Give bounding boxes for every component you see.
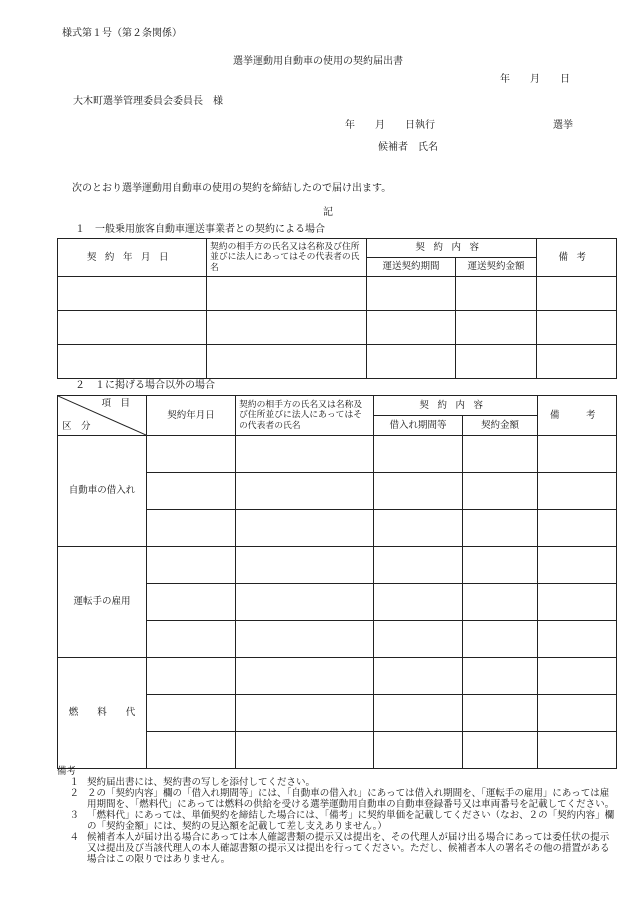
s2-cell[interactable] xyxy=(236,547,374,584)
s2-cell[interactable] xyxy=(236,621,374,658)
note-text: 候補者本人が届け出る場合にあっては本人確認書類の提示又は提出を、その代理人が届け出る場合にあっては委任状の提示又は提出及び当該代理人の本人確認書類の提示又は提出を行ってください。ただし、候補者本人の署名その他の措置がある場合はこの限りではありません。 xyxy=(87,832,610,866)
addressee: 大木町選挙管理委員会委員長 様 xyxy=(73,96,223,107)
s2-cell[interactable] xyxy=(463,510,538,547)
s2-cell[interactable] xyxy=(236,584,374,621)
note-text: 「燃料代」にあっては、単価契約を締結した場合には、「備考」に契約単価を記載してください（なお、２の「契約内容」欄の「契約金額」には、契約の見込額を記載して差し支えありません。） xyxy=(87,810,615,833)
s1-r1-period[interactable] xyxy=(367,277,456,311)
note-number: ４ xyxy=(69,832,79,844)
s1-col-content: 契約内容 xyxy=(367,239,537,258)
s2-cell[interactable] xyxy=(538,695,617,732)
s2-cell[interactable] xyxy=(374,510,463,547)
s2-cell[interactable] xyxy=(374,584,463,621)
election-date: 年 月 日執行 xyxy=(345,120,435,131)
s2-cell[interactable] xyxy=(147,510,236,547)
s1-col-amount: 運送契約金額 xyxy=(456,258,537,277)
s2-cell[interactable] xyxy=(374,547,463,584)
s2-cell[interactable] xyxy=(236,510,374,547)
note-item xyxy=(57,810,617,832)
s1-r2-period[interactable] xyxy=(367,311,456,345)
s2-category-fuel: 燃 料 代 xyxy=(58,658,147,769)
s2-cell[interactable] xyxy=(463,621,538,658)
s1-col-period: 運送契約期間 xyxy=(367,258,456,277)
s1-col-date: 契約年月日 xyxy=(58,239,207,277)
table-row xyxy=(58,345,617,379)
s2-cell[interactable] xyxy=(538,510,617,547)
s2-cell[interactable] xyxy=(374,658,463,695)
note-number: １ xyxy=(69,777,79,789)
s2-cell[interactable] xyxy=(463,695,538,732)
s2-cell[interactable] xyxy=(538,732,617,769)
s1-r1-remarks[interactable] xyxy=(537,277,617,311)
s1-r3-date[interactable] xyxy=(58,345,207,379)
s2-category-driver: 運転手の雇用 xyxy=(58,547,147,658)
s2-cell[interactable] xyxy=(538,621,617,658)
note-item xyxy=(57,832,617,865)
s1-col-remarks: 備考 xyxy=(537,239,617,277)
s2-col-remarks: 備 考 xyxy=(538,396,617,436)
s2-cell[interactable] xyxy=(374,732,463,769)
s2-cell[interactable] xyxy=(236,436,374,473)
s2-cell[interactable] xyxy=(374,436,463,473)
s2-cell[interactable] xyxy=(463,658,538,695)
s2-cell[interactable] xyxy=(463,547,538,584)
s1-r3-amount[interactable] xyxy=(456,345,537,379)
s2-col-amount: 契約金額 xyxy=(463,416,538,436)
ki-label: 記 xyxy=(323,207,333,218)
s1-r1-amount[interactable] xyxy=(456,277,537,311)
s1-col-party: 契約の相手方の氏名又は名称及び住所並びに法人にあってはその代表者の氏名 xyxy=(207,239,367,277)
s2-col-date: 契約年月日 xyxy=(147,396,236,436)
s2-cell[interactable] xyxy=(147,732,236,769)
s2-cell[interactable] xyxy=(147,584,236,621)
s2-col-period: 借入れ期間等 xyxy=(374,416,463,436)
s2-cell[interactable] xyxy=(463,473,538,510)
s2-cell[interactable] xyxy=(236,695,374,732)
s1-r3-period[interactable] xyxy=(367,345,456,379)
s2-cell[interactable] xyxy=(538,658,617,695)
candidate-name-label: 候補者 氏名 xyxy=(378,142,438,153)
note-number: ２ xyxy=(69,788,79,800)
s2-cell[interactable] xyxy=(236,658,374,695)
section2-heading: ２ １に掲げる場合以外の場合 xyxy=(75,380,215,391)
s2-col-party: 契約の相手方の氏名又は名称及び住所並びに法人にあってはその代表者の氏名 xyxy=(236,396,374,436)
notes-section xyxy=(57,766,617,865)
section2-table xyxy=(57,395,617,769)
s2-cell[interactable] xyxy=(236,732,374,769)
section1-table xyxy=(57,238,617,379)
s2-cell[interactable] xyxy=(538,584,617,621)
s2-cell[interactable] xyxy=(374,695,463,732)
section1-heading: １ 一般乗用旅客自動車運送事業者との契約による場合 xyxy=(75,224,325,235)
s1-r3-party[interactable] xyxy=(207,345,367,379)
form-number: 様式第１号（第２条関係） xyxy=(62,28,182,39)
s2-col-content: 契約内容 xyxy=(374,396,538,416)
notes-heading: 備考 xyxy=(57,766,77,777)
s1-r2-date[interactable] xyxy=(58,311,207,345)
note-item xyxy=(57,788,617,810)
s2-cell[interactable] xyxy=(538,547,617,584)
s2-class-label: 区 分 xyxy=(62,421,91,433)
s2-cell[interactable] xyxy=(147,473,236,510)
table-row xyxy=(58,658,617,695)
note-item xyxy=(57,777,617,788)
s1-r1-party[interactable] xyxy=(207,277,367,311)
table-row xyxy=(58,277,617,311)
note-number: ３ xyxy=(69,810,79,822)
s2-cell[interactable] xyxy=(463,436,538,473)
s2-cell[interactable] xyxy=(463,732,538,769)
submission-date: 年 月 日 xyxy=(500,74,570,85)
s1-r2-remarks[interactable] xyxy=(537,311,617,345)
table-row xyxy=(58,547,617,584)
s2-cell[interactable] xyxy=(463,584,538,621)
s2-cell[interactable] xyxy=(538,473,617,510)
s2-cell[interactable] xyxy=(147,436,236,473)
s2-item-class-header xyxy=(58,396,147,436)
s2-cell[interactable] xyxy=(236,473,374,510)
s2-cell[interactable] xyxy=(374,621,463,658)
s2-category-vehicle: 自動車の借入れ xyxy=(58,436,147,547)
s1-r2-amount[interactable] xyxy=(456,311,537,345)
s2-cell[interactable] xyxy=(374,473,463,510)
s1-r2-party[interactable] xyxy=(207,311,367,345)
s2-cell[interactable] xyxy=(538,436,617,473)
document-title: 選挙運動用自動車の使用の契約届出書 xyxy=(233,56,403,67)
s2-cell[interactable] xyxy=(147,658,236,695)
intro-text: 次のとおり選挙運動用自動車の使用の契約を締結したので届け出ます。 xyxy=(72,183,392,194)
s1-r3-remarks[interactable] xyxy=(537,345,617,379)
s2-cell[interactable] xyxy=(147,695,236,732)
s2-cell[interactable] xyxy=(147,547,236,584)
note-text: 契約届出書には、契約書の写しを添付してください。 xyxy=(87,777,316,789)
election-name: 選挙 xyxy=(553,120,573,131)
s2-cell[interactable] xyxy=(147,621,236,658)
table-row xyxy=(58,436,617,473)
table-row xyxy=(58,311,617,345)
s2-item-label: 項 目 xyxy=(101,398,130,409)
note-text: ２の「契約内容」欄の「借入れ期間等」には、「自動車の借入れ」にあっては借入れ期間を、「運転手の雇用」にあっては雇用期間を、「燃料代」にあっては燃料の供給を受ける選挙運動用自動車の自動車登録番号又は車両番号を記載してください。 xyxy=(87,788,615,811)
s1-r1-date[interactable] xyxy=(58,277,207,311)
